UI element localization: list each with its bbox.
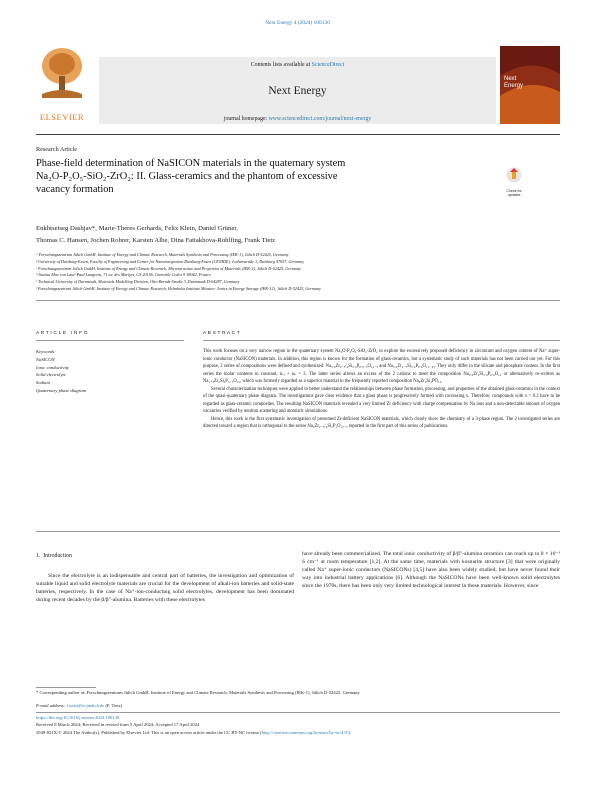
abstract-heading: A B S T R A C T (203, 331, 240, 336)
journal-citation[interactable]: Next Energy 4 (2024) 100130 (265, 20, 330, 26)
abstract-rule (203, 340, 560, 341)
keywords-label: Keywords: (36, 349, 56, 354)
authors-line-2: Thomas C. Hansen, Jochen Rohrer, Karsten Albe, Dina Fattakhova-Rohlfing, Frank Tietz (36, 237, 276, 244)
doi-rule (36, 712, 560, 713)
email-label: E-mail address: (36, 703, 67, 708)
journal-cover (500, 46, 560, 124)
affiliation-rule (36, 300, 560, 301)
affiliation-e: ᵉ Technical University of Darmstadt, Materials Modelling Division, Otto-Berndt-Straße 3, Darmstadt D-64287, Germany (36, 279, 240, 285)
affiliation-c: ᶜ Forschungszentrum Jülich GmbH, Institute of Energy and Climate Research, Microstructure and Properties of Materials (IEK-2), Jülich D-52425, Germany (36, 265, 301, 271)
abstract-paragraph-3: Hence, this work is the first systematic investigation of presumed Zr-deficient NaSICON materials, which clearly show the chemistry of a 3-phase region. The 2 investigated series are directed toward a region that is orthogonal to the series Na₃Zr₂₋ₓ/₄Si₂P₁O₁₂₋ₓ reported in the first part of this series of publications. (203, 416, 560, 429)
cover-title-line1: Next (504, 76, 517, 82)
email-suffix: (F. Tietz). (104, 703, 124, 708)
email-link[interactable]: f.tietz@fz-juelich.de (66, 703, 105, 708)
journal-title: Next Energy (268, 85, 327, 97)
abstract-paragraph-1: This work focuses on a very narrow region in the quaternary system Na₂O-P₂O₅-SiO₂-ZrO₂ to explore the excessively proposed deficiency in zirconium and oxygen content of Na⁺ super-ionic conductor (NaSICON) materials. In addition, this region is known for the formation of glass-ceramics, but a systematic study of such materials has not been carried out yet. For this purpose, 2 series of compositions were defined and synthesized: Na₃.₄Zr₂₋ₓ/₄Si₂.₄P₀.₆₋ₓO₁₂₋ₓ and Na₃.₄Zr₂₋ₓSi₂.₄P₀.₆O₁₂₋₂ₓ. They only differ in the silicate and phosphate content. In the first series the molar contents in constant, nₛᵢ + nₚ = 3. The latter series allows an excess of the 2 cations to meet the composition Na₃.₄Zr₂Si₂.₄P₀.₆O₁₂ or alternatively re-written as Na₁₊ₓZr₂SiₓP₃₋ₓO₁₂, which was formerly regarded as a superior material in the frequently reported composition Na₃Zr₂Si₂PO₁₂. (203, 349, 560, 384)
authors-line-1: Enkhtsetseg Dashjav*, Marie-Theres Gerhards, Felix Klein, Daniel Grüner, (36, 225, 238, 232)
article-info-rule (36, 340, 184, 341)
intro-right-column: have already been commercialized. The total ionic conductivity of β/β″-alumina ceramics can reach up to 8 × 10⁻³ S cm⁻¹ at room temperature [1,2]. At the same time, materials with kosnarite structure [3] that were originally called Na⁺ super-ionic conductors (NaSICONs) [4,5] have also been widely studied, but have never found their way into industrial battery applications [6]. Although the NaSICONs have been well-known solid electrolytes since the 1970s, there has been only very limited technological interest in these materials. However, since (302, 551, 560, 590)
affiliation-a: ᵃ Forschungszentrum Jülich GmbH, Institute of Energy and Climate Research, Materials Synthesis and Processing (IEK-1), Jülich D-52425, Germany (36, 252, 289, 257)
badge-text-2: updates (507, 193, 521, 197)
abstract-paragraph-2: Several characterization techniques were applied to better understand the relationships between phase formation, processing, and properties of the obtained glass-ceramics in the context of the quasi-quaternary phase diagram. The investigations gave clear evidence that a glass phase is progressively formed with increasing x. Therefore, compounds with x > 0.2 have to be regarded as glass-ceramic composites. The resulting NaSICON materials revealed a very limited Zr deficiency with charge compensation by Na ions and a non-detectable amount of oxygen vacancies verified by neutron scattering and atomistic simulations. (203, 386, 560, 414)
homepage-line (99, 116, 496, 122)
author-list (36, 223, 560, 247)
affiliations (36, 252, 560, 293)
copyright-end: ). (348, 730, 351, 735)
keyword-5: Quaternary phase diagram (36, 387, 87, 393)
doi-link[interactable]: https://doi.org/10.1016/j.nxener.2024.100130 (36, 715, 120, 720)
abstract-text (203, 348, 560, 431)
license-link[interactable]: http://creativecommons.org/licenses/by-nc/4.0/ (261, 730, 349, 735)
homepage-link[interactable]: www.sciencedirect.com/journal/next-energy (268, 116, 372, 122)
abstract-bottom-rule (36, 531, 560, 532)
affiliation-d: ᵈ Institut Max von Laue-Paul Langevin, 71 av. des Martyrs, CS 20156, Grenoble Cedex 9 38042, France (36, 272, 211, 278)
elsevier-tree-icon (36, 44, 88, 106)
cover-title-line2: Energy (504, 83, 524, 89)
corresponding-author-note: * Corresponding author at: Forschungszentrum Jülich GmbH, Institute of Energy and Climate Research, Materials Synthesis and Processing (IEK-1), Jülich D-52425, Germany. (36, 690, 361, 695)
keyword-1: NaSICON (36, 356, 55, 362)
keyword-4: Sodium (36, 380, 50, 386)
check-updates-icon (506, 166, 522, 184)
copyright-notice (36, 730, 560, 736)
sciencedirect-link[interactable]: ScienceDirect (311, 62, 345, 68)
title-line-3: vacancy formation (36, 184, 114, 195)
keyword-2: Ionic conductivity (36, 364, 70, 370)
intro-heading: 1. Introduction (36, 553, 72, 559)
publisher-name: ELSEVIER (39, 112, 85, 122)
article-type: Research Article (36, 146, 78, 153)
intro-left-column: Since the electrolyte is an indispensable and central part of batteries, the investigation and optimization of suitable liquid and solid electrolyte materials are crucial for the development of alkali-ion batteries and solid-state batteries, respectively. In the case of Na⁺-ion-conducting solid electrolytes, development has been dominated during recent decades by the β/β″-alumina. Batteries with these electrolytes (36, 573, 294, 604)
title-line-2: Na₂O-P₂O₅-SiO₂-ZrO₂: II. Glass-ceramics and the phantom of excessive (36, 171, 338, 182)
keywords-block (36, 348, 184, 395)
affiliation-f: ᶠ Forschungszentrum Jülich GmbH, Institute of Energy and Climate Research, Helmholtz Institute Münster: Ionics in Energy Storage (IEK-12), Jülich D-52425, Germany (36, 285, 321, 291)
title-line-1: Phase-field determination of NaSICON materials in the quaternary system (36, 158, 346, 169)
check-for-updates-badge[interactable] (502, 166, 526, 202)
email-line (36, 703, 560, 709)
contents-line (99, 62, 496, 69)
article-title (36, 157, 486, 196)
homepage-prefix: journal homepage: (223, 116, 269, 122)
keyword-3: Solid electrolyte (36, 372, 66, 378)
header-rule (36, 134, 560, 135)
badge-text-1: Check for (506, 189, 522, 193)
affiliation-b: ᵇ University of Duisburg-Essen, Faculty of Engineering and Center for Nanointegration Duisburg-Essen (CENIDE), Lotharstraße 1, Duisburg 47057, Germany (36, 258, 305, 264)
copyright-text: 2949-821X/© 2024 The Author(s). Published by Elsevier Ltd. This is an open access article under the CC BY-NC license ( (36, 730, 262, 735)
elsevier-logo (36, 44, 88, 106)
contents-prefix: Contents lists available at (250, 62, 312, 68)
article-info-heading: A R T I C L E I N F O (36, 331, 88, 336)
footnote-rule (36, 687, 96, 688)
received-dates: Received 8 March 2024; Received in revised form 5 April 2024; Accepted 17 April 2024 (36, 722, 200, 727)
